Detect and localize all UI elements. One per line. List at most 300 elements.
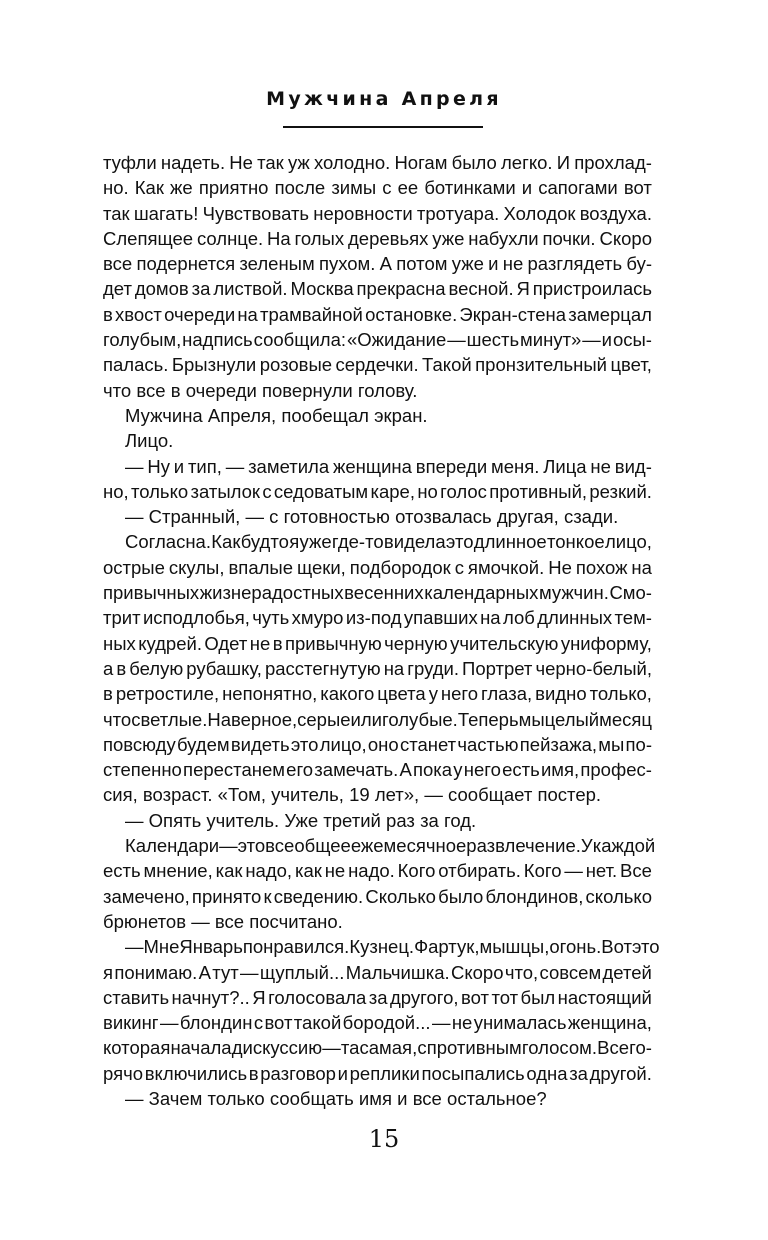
word: набухли bbox=[468, 227, 539, 249]
word: так bbox=[103, 202, 130, 224]
word: блондинов, bbox=[485, 885, 584, 907]
word: резкий. bbox=[589, 480, 652, 502]
word: брюнетов bbox=[103, 910, 187, 932]
word: расстегнутую bbox=[264, 657, 381, 679]
text-line bbox=[103, 302, 652, 327]
text-line bbox=[103, 150, 652, 175]
text-line bbox=[103, 808, 652, 833]
word: и bbox=[488, 253, 499, 275]
word: календарных bbox=[424, 582, 539, 604]
word: лоб bbox=[502, 607, 535, 629]
word: надпись bbox=[182, 329, 253, 351]
word: палась. bbox=[103, 354, 169, 376]
word: где-то bbox=[331, 531, 384, 553]
word: одна bbox=[526, 1062, 568, 1084]
word: лицо, bbox=[319, 733, 367, 755]
word: Брызнули bbox=[171, 354, 257, 376]
text-line bbox=[103, 732, 652, 757]
word: это bbox=[445, 531, 474, 553]
word: уже bbox=[451, 253, 484, 275]
word: тонкое bbox=[547, 531, 605, 553]
word: что bbox=[103, 708, 132, 730]
word: воздуха. bbox=[579, 202, 652, 224]
word: Не bbox=[548, 556, 572, 578]
word: или bbox=[350, 708, 383, 730]
word: за bbox=[420, 809, 439, 831]
text-line bbox=[103, 884, 652, 909]
word: в bbox=[272, 632, 283, 654]
word: цвет, bbox=[610, 354, 652, 376]
word: тот bbox=[491, 986, 519, 1008]
word: мы bbox=[518, 708, 545, 730]
word: другого, bbox=[390, 986, 459, 1008]
word: развлечение. bbox=[466, 835, 581, 857]
word: с bbox=[417, 1037, 427, 1059]
word: зимы bbox=[331, 177, 377, 199]
word: Январь bbox=[179, 936, 243, 958]
word: А bbox=[379, 253, 393, 275]
text-line bbox=[103, 1061, 652, 1086]
word: принято bbox=[191, 885, 262, 907]
word: щеки, bbox=[296, 556, 346, 578]
word: А bbox=[399, 759, 412, 781]
word: розовые bbox=[259, 354, 333, 376]
word: с bbox=[454, 556, 464, 578]
word: голубые. bbox=[382, 708, 458, 730]
word: уж bbox=[287, 152, 310, 173]
word: Зачем bbox=[148, 1087, 203, 1109]
word: Теперь bbox=[457, 708, 519, 730]
word: Такой bbox=[422, 354, 472, 376]
word: прохлад- bbox=[574, 152, 652, 173]
word: острые bbox=[103, 556, 165, 578]
word: Я bbox=[252, 986, 266, 1008]
word: Мужчина bbox=[125, 404, 203, 426]
word: было bbox=[451, 152, 497, 173]
word: включились bbox=[144, 1062, 248, 1084]
word: привычных bbox=[103, 582, 200, 604]
word: груди. bbox=[407, 657, 459, 679]
text-line bbox=[103, 1035, 652, 1060]
word: мы bbox=[598, 733, 625, 755]
word: готовностью bbox=[283, 506, 390, 528]
word: сапогами bbox=[538, 177, 618, 199]
word: похож bbox=[575, 556, 628, 578]
word: черную bbox=[384, 632, 448, 654]
word: тип, bbox=[187, 455, 222, 477]
word: — bbox=[159, 1012, 179, 1034]
word: — bbox=[125, 936, 144, 958]
word: постер. bbox=[537, 784, 602, 806]
word: имя bbox=[358, 1087, 392, 1109]
body-text bbox=[103, 150, 660, 1111]
word: ретростиле, bbox=[115, 683, 220, 705]
word: хмуро bbox=[291, 607, 344, 629]
word: надеть. bbox=[160, 152, 226, 173]
word: заметила bbox=[248, 455, 330, 477]
word: мужчин. bbox=[538, 582, 609, 604]
word: сзади. bbox=[563, 506, 619, 528]
word: и bbox=[337, 1062, 348, 1084]
text-line bbox=[103, 934, 660, 959]
word: Кого bbox=[397, 860, 436, 882]
word: женщина, bbox=[567, 1012, 652, 1034]
word: противным bbox=[426, 1037, 522, 1059]
word: вот bbox=[264, 1012, 293, 1034]
text-line bbox=[103, 1086, 652, 1111]
word: уже bbox=[432, 227, 465, 249]
word: лицо, bbox=[604, 531, 652, 553]
word: но, bbox=[103, 480, 129, 502]
text-line bbox=[103, 428, 652, 453]
word: белую bbox=[129, 657, 184, 679]
word: затылок bbox=[190, 480, 261, 502]
word: деревьях bbox=[347, 227, 429, 249]
word: с bbox=[269, 506, 279, 528]
word: сердечки. bbox=[335, 354, 419, 376]
word: сколько bbox=[585, 885, 652, 907]
word: разговор bbox=[260, 1062, 336, 1084]
word: листвой. bbox=[213, 278, 288, 300]
word: го- bbox=[629, 1037, 652, 1059]
word: остальное? bbox=[447, 1087, 547, 1109]
word: вот bbox=[623, 177, 652, 199]
word: длинное bbox=[473, 531, 547, 553]
word: разглядеть bbox=[527, 253, 623, 275]
word: не bbox=[249, 632, 271, 654]
word: самая, bbox=[359, 1037, 418, 1059]
word: Наверное, bbox=[207, 708, 298, 730]
text-line bbox=[103, 605, 652, 630]
word: цвета bbox=[377, 683, 426, 705]
text-line bbox=[103, 833, 656, 858]
word: что, bbox=[504, 961, 539, 983]
word: привычную bbox=[284, 632, 382, 654]
text-line bbox=[103, 454, 652, 479]
word: скулы, bbox=[168, 556, 225, 578]
word: сообщает bbox=[448, 784, 533, 806]
word: Экран-стена bbox=[459, 303, 567, 325]
word: это bbox=[631, 936, 660, 958]
page-number: 15 bbox=[368, 1125, 400, 1153]
word: седоватым bbox=[273, 480, 369, 502]
word: год. bbox=[444, 809, 477, 831]
word: Все bbox=[620, 860, 652, 882]
word: Мальчишка. bbox=[345, 961, 450, 983]
word: рячо bbox=[103, 1062, 144, 1084]
word: униформу, bbox=[560, 632, 652, 654]
word: подернется bbox=[136, 253, 236, 275]
word: уже bbox=[299, 531, 332, 553]
word: Кузнец. bbox=[349, 936, 415, 958]
word: «Ожидание bbox=[346, 329, 447, 351]
word: И bbox=[556, 152, 571, 173]
word: — bbox=[191, 910, 210, 932]
word: отозвалась bbox=[395, 506, 492, 528]
word: ее bbox=[397, 177, 419, 199]
word: — bbox=[125, 455, 144, 477]
word: все bbox=[412, 1087, 442, 1109]
word: экран. bbox=[374, 404, 428, 426]
running-title: Мужчина Апреля bbox=[266, 88, 502, 110]
word: не bbox=[324, 860, 346, 882]
word: пока bbox=[412, 759, 453, 781]
word: Чувствовать bbox=[202, 202, 310, 224]
word: шесть bbox=[466, 329, 520, 351]
word: — bbox=[240, 961, 259, 983]
word: вот bbox=[461, 986, 489, 1008]
word: Уже bbox=[284, 809, 319, 831]
word: и bbox=[397, 1087, 408, 1109]
word: весенних bbox=[344, 582, 424, 604]
word: Я bbox=[516, 278, 530, 300]
word: в bbox=[103, 303, 113, 325]
word: Скоро bbox=[450, 961, 504, 983]
word: настоящий bbox=[557, 986, 652, 1008]
text-line bbox=[103, 175, 652, 200]
word: длинных bbox=[537, 607, 613, 629]
word: мышцы, bbox=[479, 936, 550, 958]
word: зеленым bbox=[239, 253, 315, 275]
word: домов bbox=[134, 278, 189, 300]
word: — bbox=[125, 506, 144, 528]
word: которая bbox=[103, 1037, 171, 1059]
word: после bbox=[274, 177, 326, 199]
word: был bbox=[520, 986, 556, 1008]
text-line bbox=[103, 352, 652, 377]
word: начала bbox=[170, 1037, 232, 1059]
word: видно bbox=[535, 683, 587, 705]
text-line bbox=[103, 504, 652, 529]
word: голосовала bbox=[268, 986, 367, 1008]
word: не bbox=[590, 455, 611, 477]
word: с bbox=[382, 177, 392, 199]
word: не bbox=[502, 253, 524, 275]
word: сия, bbox=[103, 784, 138, 806]
word: я bbox=[289, 531, 300, 553]
word: солнце. bbox=[196, 227, 264, 249]
word: светлые. bbox=[131, 708, 208, 730]
word: есть bbox=[502, 759, 540, 781]
word: — bbox=[431, 1012, 451, 1034]
word: глаза, bbox=[481, 683, 533, 705]
word: голубым, bbox=[103, 329, 182, 351]
word: посчитано. bbox=[249, 910, 343, 932]
word: Фартук, bbox=[414, 936, 480, 958]
word: но. bbox=[103, 177, 129, 199]
word: на bbox=[383, 657, 405, 679]
text-line bbox=[103, 378, 652, 403]
word: Ну bbox=[147, 455, 170, 477]
text-line bbox=[103, 251, 652, 276]
word: потом bbox=[396, 253, 448, 275]
word: у bbox=[453, 759, 463, 781]
word: Апреля, bbox=[207, 404, 277, 426]
word: трит bbox=[103, 607, 141, 629]
text-line bbox=[103, 327, 652, 352]
word: холодно. bbox=[314, 152, 391, 173]
word: каре, bbox=[370, 480, 415, 502]
word: — bbox=[564, 860, 583, 882]
word: Холодок bbox=[503, 202, 576, 224]
word: Портрет bbox=[462, 657, 533, 679]
word: что bbox=[103, 379, 132, 401]
text-line bbox=[103, 201, 652, 226]
word: станет bbox=[399, 733, 457, 755]
word: у bbox=[428, 683, 438, 705]
word: это bbox=[290, 733, 319, 755]
word: А bbox=[198, 961, 211, 983]
word: все bbox=[136, 379, 166, 401]
word: замечено, bbox=[103, 885, 190, 907]
word: — bbox=[447, 329, 466, 351]
word: из-под bbox=[345, 607, 402, 629]
word: видеть bbox=[230, 733, 290, 755]
word: будто bbox=[240, 531, 289, 553]
word: лет», bbox=[374, 784, 420, 806]
word: перестанем bbox=[183, 759, 285, 781]
word: пронзительный bbox=[475, 354, 608, 376]
word: но bbox=[417, 480, 438, 502]
word: замечать. bbox=[314, 759, 399, 781]
word: Как bbox=[134, 177, 164, 199]
word: — bbox=[322, 1037, 341, 1059]
word: другая, bbox=[496, 506, 559, 528]
word: осы- bbox=[612, 329, 652, 351]
word: Кого bbox=[523, 860, 562, 882]
word: так bbox=[257, 152, 284, 173]
word: всеобщее bbox=[265, 835, 351, 857]
text-line bbox=[103, 226, 652, 251]
word: с bbox=[262, 480, 272, 502]
word: ставить bbox=[103, 986, 170, 1008]
word: отбирать. bbox=[438, 860, 521, 882]
word: начнут?.. bbox=[171, 986, 250, 1008]
word: на bbox=[631, 556, 652, 578]
word: в bbox=[170, 379, 181, 401]
word: а bbox=[103, 657, 114, 679]
word: ных bbox=[103, 632, 136, 654]
word: только, bbox=[589, 683, 652, 705]
word: Ногам bbox=[394, 152, 448, 173]
word: какого bbox=[320, 683, 375, 705]
word: его bbox=[286, 759, 314, 781]
word: видела bbox=[383, 531, 446, 553]
word: приятно bbox=[198, 177, 269, 199]
word: и bbox=[601, 329, 613, 351]
word: по- bbox=[625, 733, 652, 755]
word: целый bbox=[544, 708, 600, 730]
text-line bbox=[103, 656, 652, 681]
word: впереди bbox=[415, 455, 488, 477]
text-line bbox=[103, 985, 652, 1010]
word: ежемесячное bbox=[350, 835, 467, 857]
word: бородой... bbox=[342, 1012, 431, 1034]
word: месяц bbox=[599, 708, 653, 730]
word: пейзажа, bbox=[519, 733, 597, 755]
word: понимаю. bbox=[114, 961, 198, 983]
word: — bbox=[125, 1087, 144, 1109]
word: понравился. bbox=[242, 936, 350, 958]
word: к bbox=[263, 885, 272, 907]
word: повернули bbox=[262, 379, 353, 401]
word: все bbox=[103, 253, 133, 275]
word: это bbox=[237, 835, 266, 857]
text-line bbox=[103, 757, 652, 782]
word: остановке. bbox=[365, 303, 458, 325]
word: бу- bbox=[626, 253, 652, 275]
word: очереди bbox=[164, 303, 236, 325]
word: Мне bbox=[143, 936, 180, 958]
word: в bbox=[248, 1062, 259, 1084]
word: голосом. bbox=[521, 1037, 597, 1059]
word: Календари bbox=[125, 835, 220, 857]
word: Скоро bbox=[599, 227, 652, 249]
word: серые bbox=[297, 708, 351, 730]
word: сообщать bbox=[269, 1087, 354, 1109]
word: рубашку, bbox=[186, 657, 262, 679]
word: Все bbox=[597, 1037, 629, 1059]
word: есть bbox=[103, 860, 141, 882]
word: возраст. bbox=[142, 784, 213, 806]
word: огонь. bbox=[549, 936, 602, 958]
word: я bbox=[103, 961, 114, 983]
word: надо, bbox=[245, 860, 293, 882]
word: Лица bbox=[543, 455, 587, 477]
word: кудрей. bbox=[138, 632, 202, 654]
word: замерцал bbox=[568, 303, 652, 325]
word: минут» bbox=[520, 329, 582, 351]
word: и bbox=[521, 177, 533, 199]
word: вид- bbox=[614, 455, 652, 477]
word: имя, bbox=[540, 759, 580, 781]
word: прекрасна bbox=[356, 278, 446, 300]
word: сведению. bbox=[273, 885, 364, 907]
word: Сколько bbox=[365, 885, 436, 907]
word: только bbox=[130, 480, 189, 502]
word: упавших bbox=[403, 607, 478, 629]
word: все bbox=[214, 910, 245, 932]
word: Одет bbox=[204, 632, 248, 654]
text-line bbox=[103, 681, 652, 706]
word: викинг bbox=[103, 1012, 159, 1034]
word: раз bbox=[386, 809, 415, 831]
word: и bbox=[173, 455, 185, 477]
word: было bbox=[438, 885, 484, 907]
word: — bbox=[245, 506, 264, 528]
word: — bbox=[424, 784, 443, 806]
word: голос bbox=[440, 480, 487, 502]
word: Лицо. bbox=[125, 430, 174, 452]
text-line bbox=[103, 580, 652, 605]
word: дискуссию bbox=[231, 1037, 323, 1059]
word: на bbox=[237, 303, 258, 325]
word: Москва bbox=[290, 278, 354, 300]
text-line bbox=[103, 782, 652, 807]
word: Смо- bbox=[609, 582, 652, 604]
text-line bbox=[103, 276, 652, 301]
word: в bbox=[116, 657, 127, 679]
word: сообщила: bbox=[253, 329, 347, 351]
word: исподлобья, bbox=[142, 607, 250, 629]
word: него bbox=[440, 683, 479, 705]
word: оно bbox=[367, 733, 399, 755]
word: женщина bbox=[332, 455, 412, 477]
word: — bbox=[225, 455, 245, 477]
word: черно-белый, bbox=[535, 657, 652, 679]
text-line bbox=[103, 631, 652, 656]
word: шагать! bbox=[133, 202, 199, 224]
